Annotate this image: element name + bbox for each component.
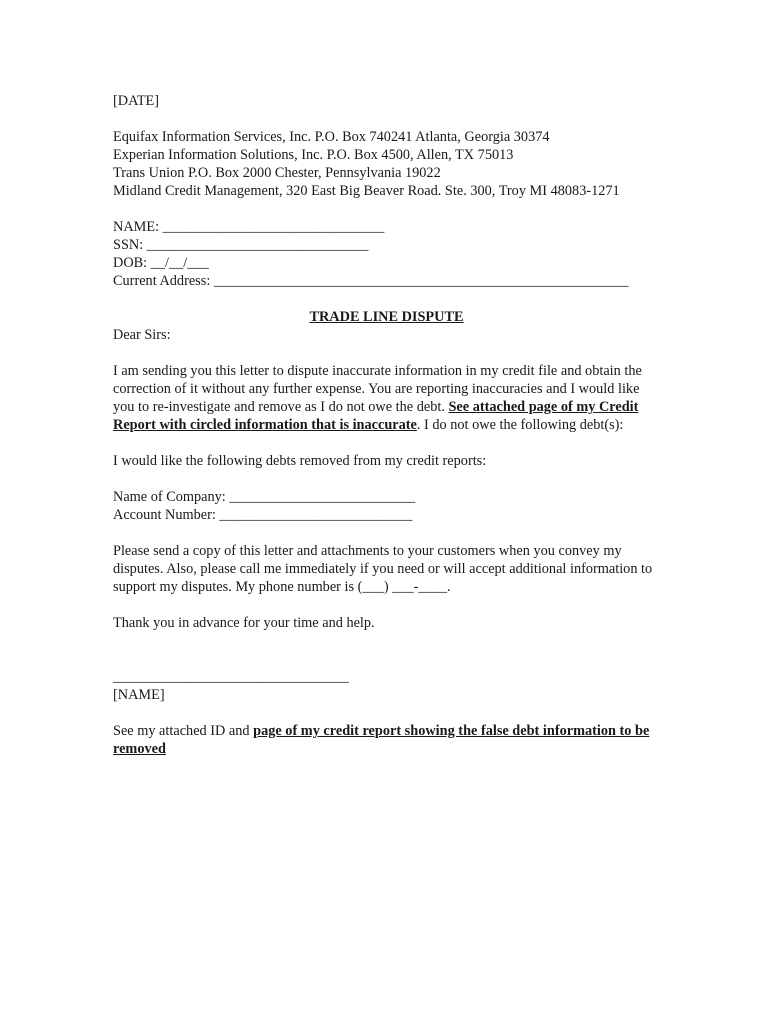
- address-field: Current Address: __________________________________________________________: [113, 273, 629, 289]
- recipient-equifax: Equifax Information Services, Inc. P.O. Box 740241 Atlanta, Georgia 30374: [113, 129, 550, 145]
- letter-document: [113, 92, 658, 758]
- dispute-text-end: . I do not owe the following debt(s):: [416, 417, 624, 433]
- signature-name: [NAME]: [113, 687, 165, 703]
- recipient-midland: Midland Credit Management, 320 East Big Beaver Road. Ste. 300, Troy MI 48083-1271: [113, 183, 620, 199]
- closing-paragraph: [113, 722, 658, 758]
- dispute-paragraph: [113, 362, 658, 434]
- dispute-text-start: I am sending you this letter to dispute inaccurate information in my credit file and obtain the correction of it without any further expense. You are reporting inaccuracies and I would like you to re-investigate and remove as I do not owe the debt.: [113, 363, 642, 415]
- thanks-line: Thank you in advance for your time and help.: [113, 615, 375, 631]
- name-field: NAME: _______________________________: [113, 219, 385, 235]
- debts-removed-statement: I would like the following debts removed from my credit reports:: [113, 453, 487, 469]
- recipient-transunion: Trans Union P.O. Box 2000 Chester, Pennsylvania 19022: [113, 165, 441, 181]
- signature-line: _________________________________: [113, 669, 349, 685]
- salutation: Dear Sirs:: [113, 327, 171, 343]
- letter-heading: TRADE LINE DISPUTE: [309, 309, 464, 325]
- personal-fields: [113, 218, 658, 290]
- dob-field: DOB: __/__/___: [113, 255, 209, 271]
- date-placeholder: [DATE]: [113, 93, 160, 109]
- closing-text: See my attached ID and: [113, 723, 254, 739]
- ssn-field: SSN: _______________________________: [113, 237, 369, 253]
- recipient-experian: Experian Information Solutions, Inc. P.O. Box 4500, Allen, TX 75013: [113, 147, 514, 163]
- request-paragraph: Please send a copy of this letter and attachments to your customers when you convey my disputes. Also, please call me immediately if you need or will accept additional information to support my disputes. My phone number is (___) ___-____.: [113, 543, 653, 595]
- closing-emphasis: page of my credit report showing the false debt information to be removed: [113, 723, 650, 757]
- company-field: Name of Company: __________________________: [113, 489, 416, 505]
- account-field: Account Number: ___________________________: [113, 507, 413, 523]
- recipients-block: [113, 128, 658, 200]
- dispute-emphasis: See attached page of my Credit Report with circled information that is inaccurate: [113, 399, 639, 433]
